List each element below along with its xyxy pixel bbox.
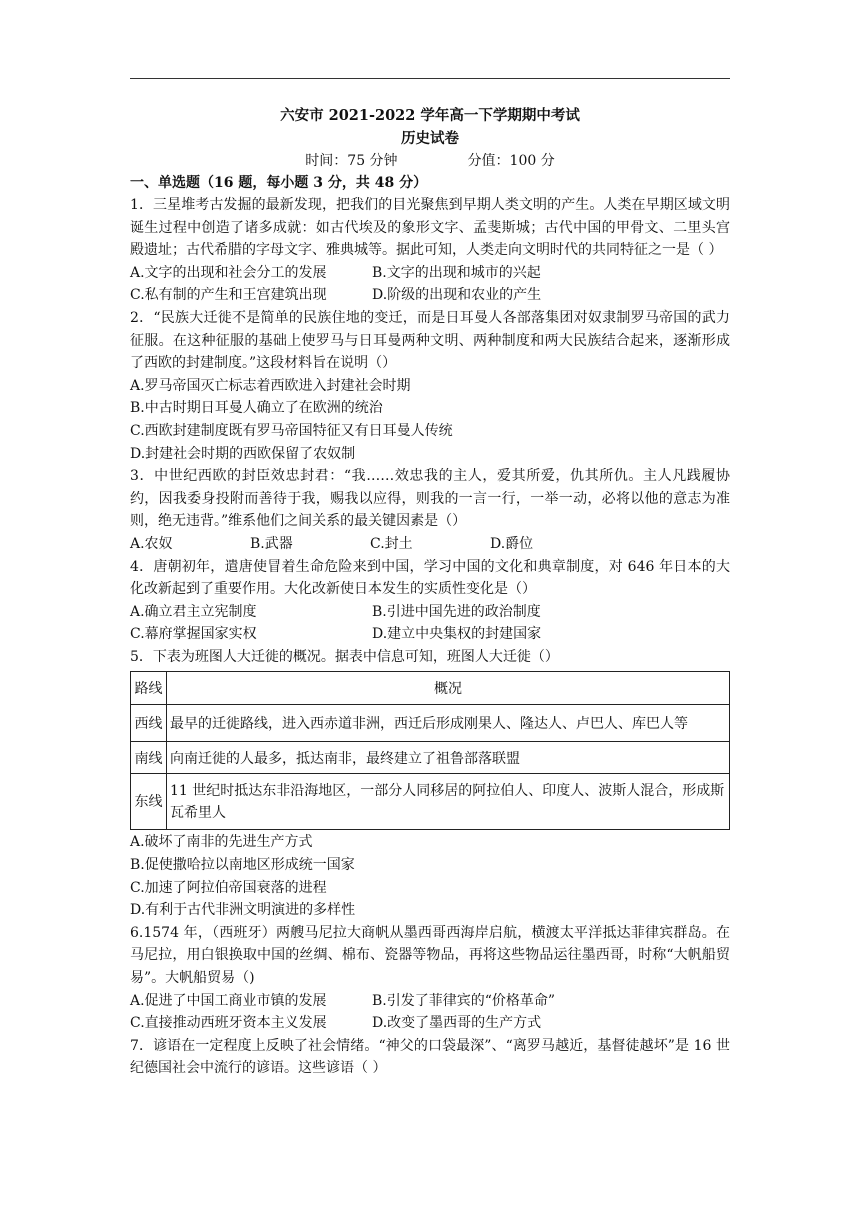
q4-option-a: A.确立君主立宪制度 (130, 603, 257, 620)
question-7-stem: 7．谚语在一定程度上反映了社会情绪。“神父的口袋最深”、“离罗马越近，基督徒越坏”是 16 世纪德国社会中流行的谚语。这些谚语（ ） (130, 1037, 730, 1077)
q2-option-a: A.罗马帝国灭亡标志着西欧进入封建社会时期 (130, 377, 411, 394)
table-cell-route: 东线 (131, 774, 167, 830)
table-header-overview: 概况 (167, 672, 730, 705)
q4-option-b: B.引进中国先进的政治制度 (372, 603, 541, 620)
table-cell-desc: 向南迁徙的人最多，抵达南非，最终建立了祖鲁部落联盟 (167, 742, 730, 774)
question-3-options (130, 533, 730, 556)
exam-content (130, 104, 730, 1080)
q4-option-c: C.幕府掌握国家实权 (130, 626, 257, 643)
question-2-stem: 2．“民族大迁徙不是简单的民族住地的变迁，而是日耳曼人各部落集团对奴隶制罗马帝国的武力征服。在这种征服的基础上使罗马与日耳曼两种文明、两种制度和两大民族结合起来，逐渐形成了西欧的封建制度。”这段材料旨在说明（） (130, 309, 730, 372)
exam-subtitle: 历史试卷 (401, 130, 459, 147)
q6-option-a: A.促进了中国工商业市镇的发展 (130, 992, 327, 1009)
table-cell-desc: 最早的迁徙路线，进入西赤道非洲，西迁后形成刚果人、隆达人、卢巴人、库巴人等 (167, 705, 730, 742)
question-4-options (130, 601, 730, 646)
table-cell-route: 南线 (131, 742, 167, 774)
q3-option-b: B.武器 (250, 535, 293, 552)
question-3-stem: 3．中世纪西欧的封臣效忠封君：“我……效忠我的主人，爱其所爱，仇其所仇。主人凡践履协约，因我委身投附而善待于我，赐我以应得，则我的一言一行，一举一动，必将以他的意志为准则，绝无违背。”维系他们之间关系的最关键因素是（） (130, 468, 730, 530)
question-1-options (130, 262, 730, 307)
q1-option-c: C.私有制的产生和王宫建筑出现 (130, 287, 327, 304)
q1-option-a: A.文字的出现和社会分工的发展 (130, 264, 327, 281)
q1-option-d: D.阶级的出现和农业的产生 (372, 287, 542, 304)
question-4-stem: 4．唐朝初年，遣唐使冒着生命危险来到中国，学习中国的文化和典章制度，对 646 年日本的大化改新起到了重要作用。大化改新使日本发生的实质性变化是（） (130, 558, 730, 598)
bantu-migration-table (130, 671, 730, 830)
table-cell-desc: 11 世纪时抵达东非沿海地区，一部分人同移居的阿拉伯人、印度人、波斯人混合，形成斯瓦希里人 (167, 774, 730, 830)
exam-score: 分值：100 分 (467, 153, 555, 169)
q5-option-b: B.促使撒哈拉以南地区形成统一国家 (130, 857, 355, 874)
question-6-options (130, 990, 730, 1035)
q5-option-a: A.破坏了南非的先进生产方式 (130, 834, 313, 851)
q4-option-d: D.建立中央集权的封建国家 (372, 626, 542, 643)
q3-option-a: A.农奴 (130, 535, 173, 552)
exam-title: 六安市 2021-2022 学年高一下学期期中考试 (280, 107, 580, 124)
table-row (131, 742, 730, 774)
question-1-stem: 1．三星堆考古发掘的最新发现，把我们的目光聚焦到早期人类文明的产生。人类在早期区域文明诞生过程中创造了诸多成就：如古代埃及的象形文字、孟斐斯城；古代中国的甲骨文、二里头宫殿遗址；古代希腊的字母文字、雅典城等。据此可知，人类走向文明时代的共同特征之一是（ ） (130, 197, 730, 259)
q3-option-c: C.封土 (370, 535, 413, 552)
q2-option-c: C.西欧封建制度既有罗马帝国特征又有日耳曼人传统 (130, 422, 453, 439)
q2-option-b: B.中古时期日耳曼人确立了在欧洲的统治 (130, 400, 383, 417)
q1-option-b: B.文字的出现和城市的兴起 (372, 264, 541, 281)
q6-option-b: B.引发了菲律宾的“价格革命” (372, 992, 556, 1009)
table-header-row (131, 672, 730, 705)
exam-meta (130, 150, 730, 172)
question-6-stem: 6.1574 年，（西班牙）两艘马尼拉大商帆从墨西哥西海岸启航，横渡太平洋抵达菲律宾群岛。在马尼拉，用白银换取中国的丝绸、棉布、瓷器等物品，再将这些物品运往墨西哥，时称“大帆船贸易”。大帆船贸易（) (130, 924, 730, 987)
table-row (131, 774, 730, 830)
table-cell-route: 西线 (131, 705, 167, 742)
table-header-route: 路线 (131, 672, 167, 705)
q3-option-d: D.爵位 (490, 535, 534, 552)
q5-option-d: D.有利于古代非洲文明演进的多样性 (130, 902, 356, 919)
q2-option-d: D.封建社会时期的西欧保留了农奴制 (130, 445, 356, 462)
section-heading: 一、单选题（16 题，每小题 3 分，共 48 分） (130, 175, 428, 191)
question-5-stem: 5．下表为班图人大迁徙的概况。据表中信息可知，班图人大迁徙（） (130, 648, 559, 665)
exam-time: 时间：75 分钟 (305, 153, 398, 169)
q5-option-c: C.加速了阿拉伯帝国衰落的进程 (130, 879, 327, 896)
q6-option-d: D.改变了墨西哥的生产方式 (372, 1015, 542, 1032)
header-rule (130, 78, 730, 79)
table-row (131, 705, 730, 742)
q6-option-c: C.直接推动西班牙资本主义发展 (130, 1015, 327, 1032)
